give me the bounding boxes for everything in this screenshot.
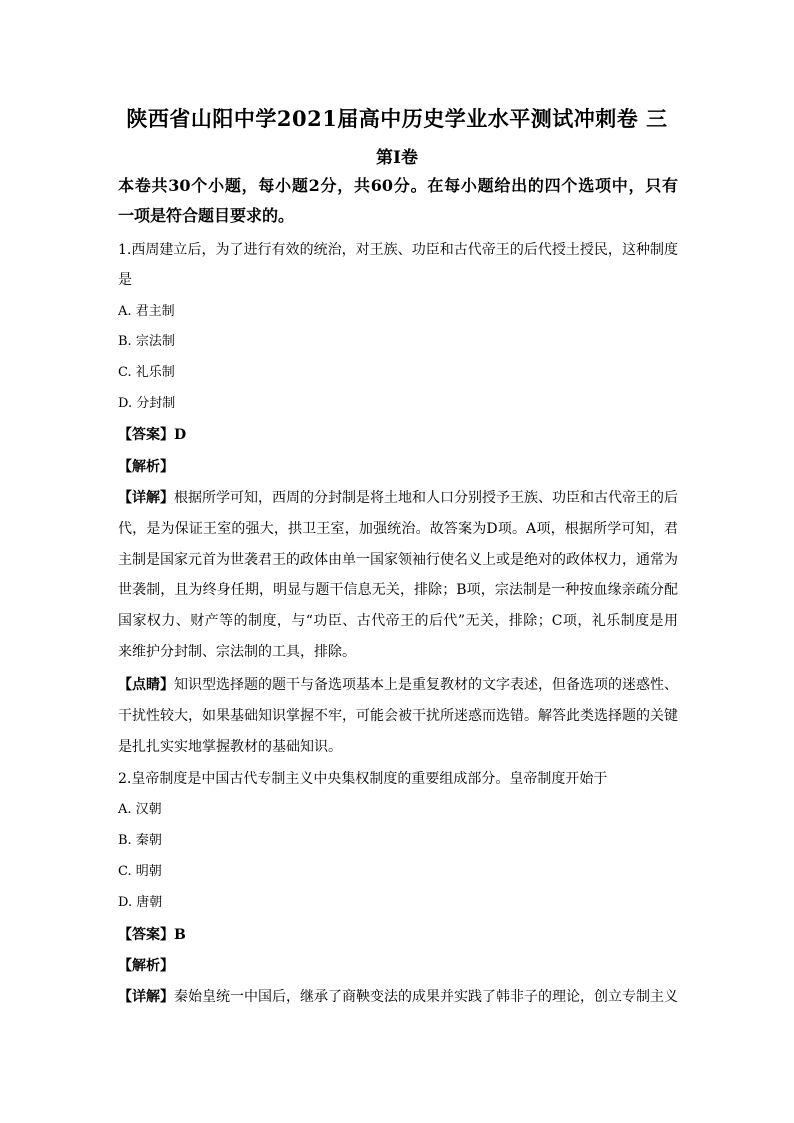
detail-text: 秦始皇统一中国后，继承了商鞅变法的成果并实践了韩非子的理论，创立专制主义 — [174, 989, 678, 1005]
answer-value: D — [174, 427, 187, 443]
page-title: 陕西省山阳中学2021届高中历史学业水平测试冲刺卷 三 — [126, 106, 668, 131]
q2-stem: 2.皇帝制度是中国古代专制主义中央集权制度的重要组成部分。皇帝制度开始于 — [118, 771, 608, 787]
q1-detail-line-4: 世袭制，且为终身任期，明显与题干信息无关，排除；B项，宗法制是一种按血缘亲疏分配 — [118, 582, 678, 598]
q1-stem-line-2: 是 — [118, 272, 132, 288]
q2-option-d: D. 唐朝 — [118, 895, 163, 910]
q1-comment-line-2: 干扰性较大，如果基础知识掌握不牢，可能会被干扰所迷惑而选错。解答此类选择题的关键 — [118, 708, 678, 724]
q1-option-b: B. 宗法制 — [118, 334, 175, 349]
detail-tag: 【详解】 — [118, 490, 174, 506]
comment-tag: 【点睛】 — [118, 677, 174, 693]
answer-tag: 【答案】 — [118, 927, 174, 943]
q1-option-d: D. 分封制 — [118, 396, 176, 411]
q1-detail-line-3: 主制是国家元首为世袭君王的政体由单一国家领袖行使名义上或是绝对的政体权力，通常为 — [118, 552, 678, 568]
comment-text: 知识型选择题的题干与备选项基本上是重复教材的文字表述，但备选项的迷惑性、 — [174, 677, 678, 693]
q1-analysis-tag: 【解析】 — [118, 459, 174, 475]
q1-comment-line-1 — [118, 675, 678, 695]
q1-detail-line-1 — [118, 488, 678, 508]
q2-detail-line-1 — [118, 987, 678, 1007]
detail-tag: 【详解】 — [118, 989, 174, 1005]
q1-comment-line-3: 是扎扎实实地掌握教材的基础知识。 — [118, 739, 342, 755]
q2-option-b: B. 秦朝 — [118, 833, 162, 848]
detail-text: 根据所学可知，西周的分封制是将土地和人口分别授予王族、功臣和古代帝王的后 — [174, 490, 678, 506]
instructions-line-1: 本卷共30个小题，每小题2分，共60分。在每小题给出的四个选项中，只有 — [118, 176, 678, 195]
q1-stem-line-1: 1.西周建立后，为了进行有效的统治，对王族、功臣和古代帝王的后代授土授民，这种制度 — [118, 242, 678, 258]
q2-analysis-tag: 【解析】 — [118, 958, 174, 974]
q1-option-a: A. 君主制 — [118, 304, 175, 319]
q1-detail-line-5: 国家权力、财产等的制度，与“功臣、古代帝王的后代”无关，排除；C项，礼乐制度是用 — [118, 613, 678, 629]
q1-detail-line-6: 来维护分封制、宗法制的工具，排除。 — [118, 644, 356, 660]
q1-answer — [118, 425, 678, 445]
section-heading: 第I卷 — [376, 148, 418, 168]
answer-value: B — [174, 927, 186, 943]
instructions-line-2: 一项是符合题目要求的。 — [118, 206, 295, 225]
q2-answer — [118, 925, 678, 945]
answer-tag: 【答案】 — [118, 427, 174, 443]
q2-option-c: C. 明朝 — [118, 864, 162, 879]
q1-detail-line-2: 代，是为保证王室的强大，拱卫王室，加强统治。故答案为D项。A项，根据所学可知，君 — [118, 521, 678, 537]
q2-option-a: A. 汉朝 — [118, 802, 162, 817]
q1-option-c: C. 礼乐制 — [118, 365, 175, 380]
